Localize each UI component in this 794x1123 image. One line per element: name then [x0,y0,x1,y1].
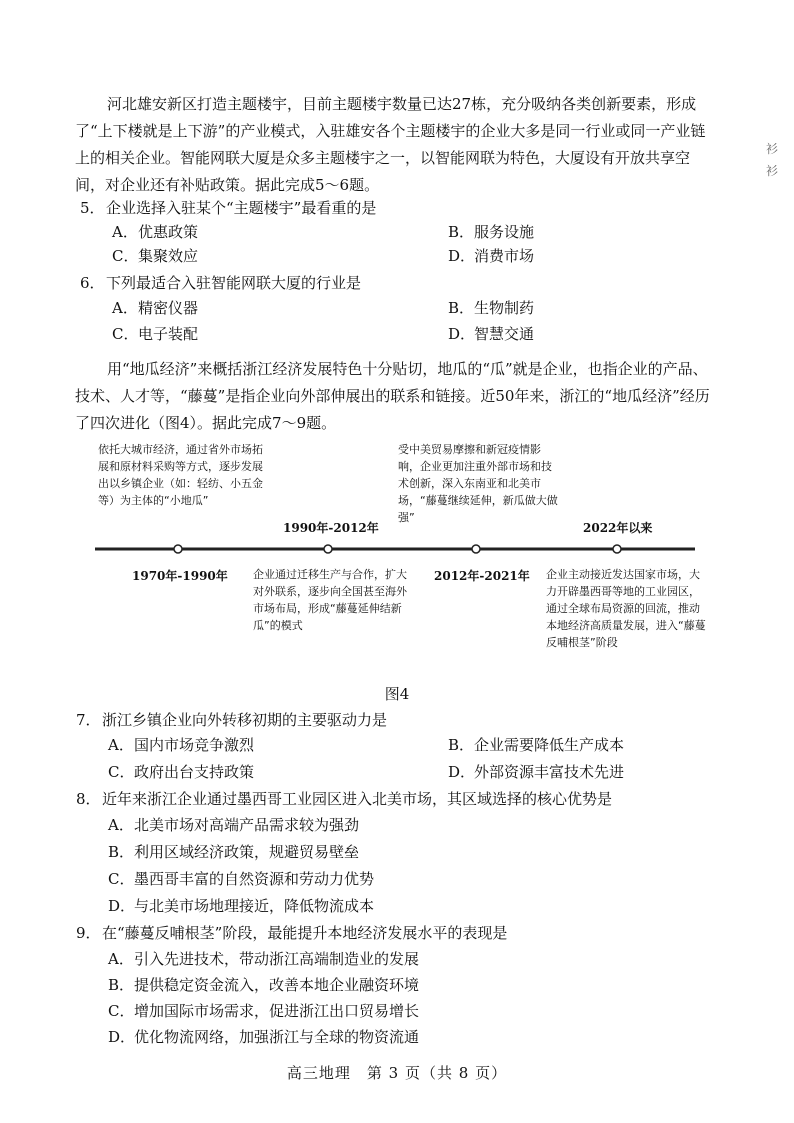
option-text: 与北美市场地理接近，降低物流成本 [134,897,375,915]
figure-caption: 图4 [384,685,410,703]
question-stem: 下列最适合入驻智能网联大厦的行业是 [106,274,362,292]
period-label-3: 2012年-2021年 [434,569,530,583]
option-key: A． [108,816,134,834]
option-key: C． [112,325,139,343]
question-number: 7． [76,711,101,729]
option-text: 企业需要降低生产成本 [474,736,625,754]
option-text: 精密仪器 [138,299,199,317]
option-text: 优化物流网络，加强浙江与全球的物资流通 [134,1028,420,1046]
option-9b[interactable] [108,972,419,998]
question-stem: 浙江乡镇企业向外转移初期的主要驱动力是 [102,711,388,729]
option-8c[interactable] [108,866,374,892]
option-7d[interactable] [448,759,624,785]
option-8b[interactable] [108,839,359,865]
option-key: C． [112,247,139,265]
option-key: B． [108,976,135,994]
timeline-note-1: 依托大城市经济，通过省外市场拓展和原材料采购等方式，逐步发展出以乡镇企业（如：轻纺、小五金等）为主体的“小地瓜” [98,443,263,507]
option-key: B． [448,299,475,317]
option-8a[interactable] [108,812,359,838]
option-text: 消费市场 [474,247,535,265]
option-text: 增加国际市场需求，促进浙江出口贸易增长 [134,1002,420,1020]
option-key: D． [448,763,476,781]
timeline-node [174,545,182,553]
option-text: 利用区域经济政策，规避贸易壁垒 [134,843,360,861]
option-7b[interactable] [448,732,624,758]
timeline-node [472,545,480,553]
option-key: A． [112,299,138,317]
option-key: D． [108,1028,136,1046]
option-9c[interactable] [108,998,419,1024]
question-number: 8． [76,790,101,808]
option-text: 服务设施 [474,223,535,241]
passage-1-text: 河北雄安新区打造主题楼宇，目前主题楼宇数量已达27栋，充分吸纳各类创新要素，形成了“上下楼就是上下游”的产业模式，入驻雄安各个主题楼宇的企业大多是同一行业或同一产业链上的相关企业。智能网联大厦是众多主题楼宇之一，以智能网联为特色，大厦设有开放共享空间，对企业还有补贴政策。据此完成5～6题。 [75,95,706,194]
option-text: 智慧交通 [474,325,535,343]
timeline-node [324,545,332,553]
option-9a[interactable] [108,946,419,972]
option-key: A． [108,736,134,754]
question-stem: 在“藤蔓反哺根茎”阶段，最能提升本地经济发展水平的表现是 [102,924,508,942]
passage-2-text: 用“地瓜经济”来概括浙江经济发展特色十分贴切，地瓜的“瓜”就是企业，也指企业的产品、技术、人才等，“藤蔓”是指企业向外部伸展出的联系和链接。近50年来，浙江的“地瓜经济”经历了四次进化（图4）。据此完成7～9题。 [75,360,710,432]
timeline-note-2: 企业通过迁移生产与合作，扩大对外联系，逐步向全国甚至海外市场布局，形成“藤蔓延伸结新瓜”的模式 [253,568,407,632]
margin-mark: 衫 [766,142,779,156]
page-footer: 高三地理 第 3 页（共 8 页） [286,1064,508,1082]
option-7c[interactable] [108,759,254,785]
option-key: D． [448,325,476,343]
option-key: B． [448,223,475,241]
question-stem: 近年来浙江企业通过墨西哥工业园区进入北美市场，其区域选择的核心优势是 [102,790,613,808]
option-key: C． [108,870,135,888]
option-key: B． [108,843,135,861]
timeline-note-4: 企业主动接近发达国家市场，大力开辟墨西哥等地的工业园区，通过全球布局资源的回流，推动本地经济高质量发展，进入“藤蔓反哺根茎”阶段 [546,568,706,649]
option-9d[interactable] [108,1024,419,1050]
option-text: 生物制药 [474,299,535,317]
option-text: 北美市场对高端产品需求较为强劲 [134,816,360,834]
option-text: 国内市场竞争激烈 [134,736,255,754]
option-text: 引入先进技术，带动浙江高端制造业的发展 [134,950,420,968]
question-stem: 企业选择入驻某个“主题楼宇”最看重的是 [106,199,377,217]
timeline-node [613,545,621,553]
option-text: 集聚效应 [138,247,199,265]
option-key: A． [108,950,134,968]
question-number: 5． [80,199,105,217]
option-text: 外部资源丰富技术先进 [474,763,625,781]
option-key: C． [108,763,135,781]
option-key: C． [108,1002,135,1020]
option-7a[interactable] [108,732,254,758]
option-8d[interactable] [108,893,374,919]
option-key: A． [112,223,138,241]
question-7 [76,707,387,733]
option-text: 优惠政策 [138,223,199,241]
option-key: B． [448,736,475,754]
question-8 [76,786,612,812]
option-text: 电子装配 [138,325,199,343]
option-text: 提供稳定资金流入，改善本地企业融资环境 [134,976,420,994]
timeline-note-3: 受中美贸易摩擦和新冠疫情影响，企业更加注重外部市场和技术创新，深入东南亚和北美市场，“藤蔓继续延伸，新瓜做大做强” [398,443,558,524]
option-key: D． [108,897,136,915]
question-9 [76,920,507,946]
option-text: 墨西哥丰富的自然资源和劳动力优势 [134,870,375,888]
question-number: 6． [80,274,105,292]
margin-mark: 衫 [766,164,779,178]
period-label-2: 1990年-2012年 [283,521,379,535]
option-key: D． [448,247,476,265]
option-text: 政府出台支持政策 [134,763,255,781]
period-label-1: 1970年-1990年 [132,569,228,583]
question-number: 9． [76,924,101,942]
period-label-4: 2022年以来 [583,521,653,535]
